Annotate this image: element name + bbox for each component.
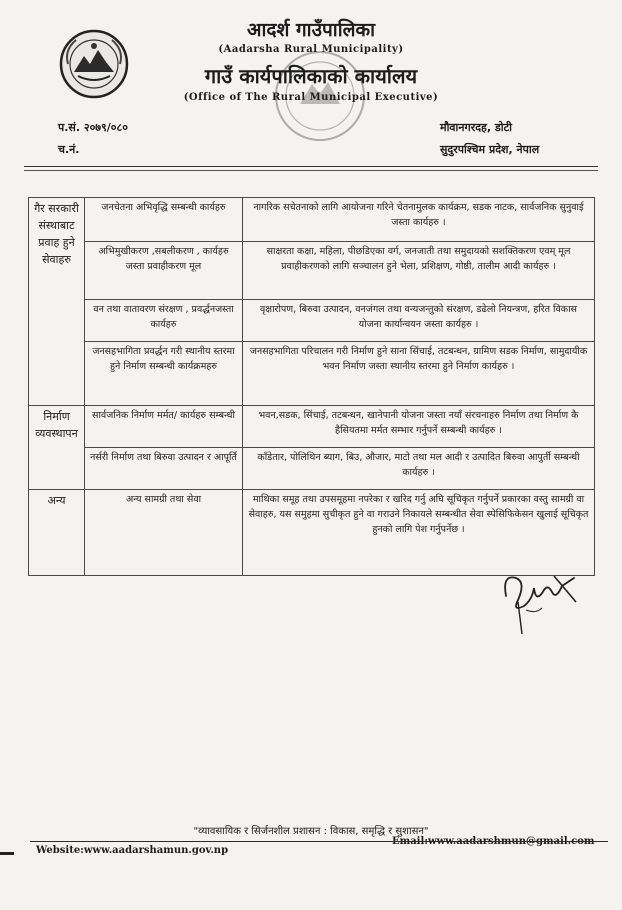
category-cell: गैर सरकारी संस्थाबाट प्रवाह हुने सेवाहरु <box>29 198 85 406</box>
table-row <box>29 406 595 448</box>
service-type-cell: जनचेतना अभिवृद्धि सम्बन्धी कार्यहरु <box>85 198 243 242</box>
service-description-cell: माथिका समूह तथा उपसमूहमा नपरेका र खरिद गर्नु अघि सूचिकृत गर्नुपर्ने प्रकारका वस्तु सामग्री वा सेवाहरु, यस समुहमा सुचीकृत हुने वा गराउने निकायले सम्बन्धीत सेवा स्पेसिफिकेसन खुलाई सूचिकृत हुनको लागि पेश गर्नुपर्नेछ । <box>243 490 595 576</box>
service-type-cell: वन तथा वातावरण संरक्षण , प्रवर्द्धनजस्ता कार्यहरु <box>85 300 243 342</box>
address-line-1: मौवानगरदह, डोटी <box>440 121 513 134</box>
office-name-en: (Office of The Rural Municipal Executive) <box>183 92 439 103</box>
address-line-2: सुदुरपश्चिम प्रदेश, नेपाल <box>440 143 540 156</box>
table-row <box>29 490 595 576</box>
footer-divider <box>30 841 608 842</box>
email-address: Email:www.aadarshmun@gmail.com <box>392 836 595 847</box>
table-row <box>29 300 595 342</box>
footer-slogan: "व्यावसायिक र सिर्जनशील प्रशासन : विकास, समृद्धि र सुशासन" <box>193 826 429 837</box>
category-cell: निर्माण व्यवस्थापन <box>29 406 85 490</box>
punch-mark <box>0 852 14 855</box>
service-type-cell: जनसहभागिता प्रवर्द्धन गरी स्थानीय स्तरमा हुने निर्माण सम्बन्धी कार्यक्रमहरु <box>85 342 243 406</box>
handwritten-signature-icon <box>496 566 580 636</box>
table-row <box>29 448 595 490</box>
reference-number: प.सं. २०७९/०८० <box>58 121 128 134</box>
table-row <box>29 342 595 406</box>
table-row <box>29 198 595 242</box>
municipality-name-np: आदर्श गाउँपालिका <box>246 19 376 41</box>
header-divider <box>24 166 598 167</box>
header-divider-thin <box>24 170 598 171</box>
service-type-cell: सार्वजनिक निर्माण मर्मत/ कार्यहरु सम्बन्धी <box>85 406 243 448</box>
category-cell: अन्य <box>29 490 85 576</box>
service-description-cell: जनसहभागिता परिचालन गरी निर्माण हुने साना सिंचाई, तटबन्धन, ग्रामिण सडक निर्माण, सामुदायीक भवन निर्माण जस्ता स्थानीय स्तरमा हुने निर्माण कार्यहरु । <box>243 342 595 406</box>
office-name-np: गाउँ कार्यपालिकाको कार्यालय <box>204 64 418 88</box>
service-category-table <box>28 197 595 576</box>
service-description-cell: नागरिक सचेतनाको लागि आयोजना गरिने चेतनामुलक कार्यक्रम, सडक नाटक, सार्वजनिक सुनुवाई जस्ता कार्यहरु । <box>243 198 595 242</box>
municipality-name-en: (Aadarsha Rural Municipality) <box>218 44 404 55</box>
service-description-cell: काँडेतार, पोलिथिन ब्याग, बिउ, औजार, माटो तथा मल आदी र उत्पादित बिरुवा आपुर्ती सम्बन्धी कार्यहरु । <box>243 448 595 490</box>
dispatch-number: च.नं. <box>58 143 80 156</box>
service-description-cell: भवन,सडक, सिंचाई, तटबन्धन, खानेपानी योजना जस्ता नयाँ संरचनाहरु निर्माण तथा निर्माण कै हैसियतमा मर्मत सम्भार गर्नुपर्ने सम्बन्धी कार्यहरु । <box>243 406 595 448</box>
website-address: Website:www.aadarshamun.gov.np <box>36 845 229 856</box>
service-type-cell: अभिमुखीकरण ,सबलीकरण , कार्यहरु जस्ता प्रवाहीकरण मूल <box>85 242 243 300</box>
service-type-cell: अन्य सामग्री तथा सेवा <box>85 490 243 576</box>
service-description-cell: साक्षरता कक्षा, महिला, पीछडिएका वर्ग, जनजाती तथा समुदायको सशक्तिकरण एवम् मूल प्रवाहीकरणको लागि सञ्चालन हुने भेला, प्रशिक्षण, गोष्ठी, तालीम आदी कार्यहरु । <box>243 242 595 300</box>
service-type-cell: नर्सरी निर्माण तथा बिरुवा उत्पादन र आपूर्ति <box>85 448 243 490</box>
service-description-cell: वृक्षारोपण, बिरुवा उत्पादन, वनजंगल तथा वन्यजन्तुको संरक्षण, डढेलो नियन्त्रण, हरित विकास योजना कार्यान्वयन जस्ता कार्यहरु । <box>243 300 595 342</box>
table-row <box>29 242 595 300</box>
